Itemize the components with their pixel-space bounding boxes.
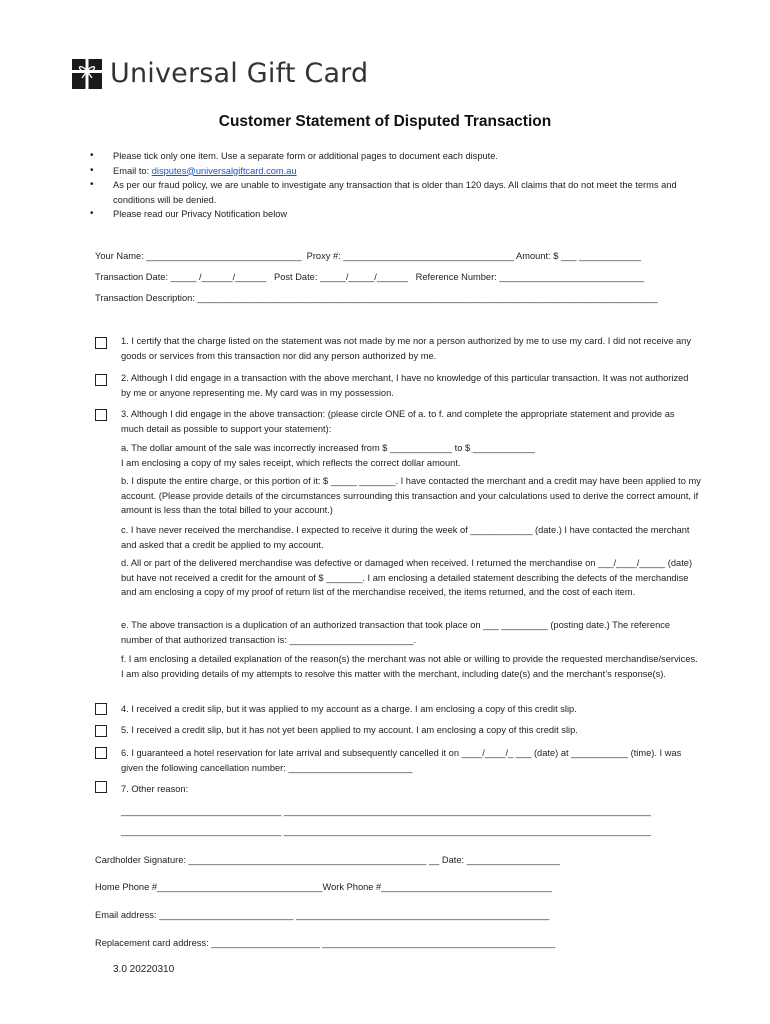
form-version: 3.0 20220310: [113, 964, 175, 975]
item-2-checkbox[interactable]: [95, 374, 107, 386]
gift-box-icon: [72, 59, 102, 89]
item-4-checkbox[interactable]: [95, 703, 107, 715]
sub-item-d: d. All or part of the delivered merchandise was defective or damaged when received. I returned the merchandise on ___/____/_____ (date) but have not received a credit for the amount of $ _______. I am enclosing a detailed statement describing the defects of the merchandise and am enclosing a copy of my proof of return list of the merchandise received, the items returned, and the cost of each item.: [121, 558, 693, 598]
dates-reference-row[interactable]: Transaction Date: _____ /______/______ Post Date: _____/_____/______ Reference Number: ____________________________: [95, 272, 645, 282]
item-3-text: 3. Although I did engage in the above transaction: (please circle ONE of a. to f. and complete the appropriate statement and provide as much detail as possible to support your statement):: [121, 409, 675, 434]
item-2-text: 2. Although I did engage in a transaction with the above merchant, I have no knowledge of this particular transaction. It was not authorized by me or anyone representing me. My card was in my possession.: [121, 373, 689, 398]
sub-item-c: c. I have never received the merchandise. I expected to receive it during the week of ____________ (date.) I have contacted the merchant and asked that a credit be applied to my account.: [121, 525, 690, 550]
email-address-row[interactable]: Email address: __________________________ _________________________________________________: [95, 910, 550, 920]
instruction-item: • Email to: disputes@universalgiftcard.com.au: [94, 164, 684, 179]
instructions-list: [94, 149, 684, 222]
item-1-checkbox[interactable]: [95, 337, 107, 349]
page-title: Customer Statement of Disputed Transaction: [218, 113, 552, 130]
item-7-text: 7. Other reason:: [121, 784, 189, 794]
item-6-text: 6. I guaranteed a hotel reservation for late arrival and subsequently cancelled it on ____/____/_ ___ (date) at ___________ (time). I was given the following cancellation number: ________________________: [121, 748, 682, 773]
instruction-item: • As per our fraud policy, we are unable to investigate any transaction that is older than 120 days. All claims that do not meet the terms and conditions will be denied.: [94, 178, 684, 207]
replacement-card-address-row[interactable]: Replacement card address: _____________________ _____________________________________________: [95, 938, 556, 948]
cardholder-signature-row[interactable]: Cardholder Signature: ______________________________________________ __ Date: __________________: [95, 855, 560, 865]
instruction-item: • Please read our Privacy Notification below: [94, 207, 684, 222]
item-5-checkbox[interactable]: [95, 725, 107, 737]
item-6-checkbox[interactable]: [95, 747, 107, 759]
item-4-text: 4. I received a credit slip, but it was applied to my account as a charge. I am enclosing a copy of this credit slip.: [121, 704, 577, 714]
instruction-item: • Please tick only one item. Use a separate form or additional pages to document each dispute.: [94, 149, 684, 164]
transaction-description-row[interactable]: Transaction Description: _________________________________________________________________________________________: [95, 293, 658, 303]
brand-name: Universal Gift Card: [110, 58, 369, 89]
item-7-checkbox[interactable]: [95, 781, 107, 793]
item-5-text: 5. I received a credit slip, but it has not yet been applied to my account. I am enclosing a copy of this credit slip.: [121, 725, 578, 735]
email-link[interactable]: disputes@universalgiftcard.com.au: [151, 165, 297, 176]
sub-item-f: f. I am enclosing a detailed explanation of the reason(s) the merchant was not able or willing to provide the requested merchandise/services. I am also providing details of my attempts to resolve this matter with the merchant, including date(s) and the merchant’s response(s).: [121, 654, 698, 679]
other-reason-line-2[interactable]: _______________________________ _______________________________________________________________________: [121, 826, 651, 836]
sub-item-a: a. The dollar amount of the sale was incorrectly increased from $ ____________ to $ ____________ I am enclosing a copy of my sales receipt, which reflects the correct dollar amount.: [121, 443, 535, 468]
brand-logo: [72, 58, 368, 89]
phone-row[interactable]: Home Phone #________________________________Work Phone #_________________________________: [95, 882, 552, 892]
name-proxy-amount-row[interactable]: Your Name: ______________________________ Proxy #: _________________________________ Amount: $ ___ ____________: [95, 251, 642, 261]
sub-item-b: b. I dispute the entire charge, or this portion of it: $ _____ _______. I have contacted the merchant and a credit may have been applied to my account. (Please provide details of the circumstances surrounding this transaction and your calculations used to derive the correct amount, if amount is less than the total billed to your account.): [121, 476, 701, 516]
item-1-text: 1. I certify that the charge listed on the statement was not made by me nor a person authorized by me to use my card. I did not receive any goods or services from this transaction nor did any person authorized by me.: [121, 336, 691, 361]
item-3-checkbox[interactable]: [95, 409, 107, 421]
other-reason-line-1[interactable]: _______________________________ _______________________________________________________________________: [121, 806, 651, 816]
sub-item-e: e. The above transaction is a duplication of an authorized transaction that took place on ___ _________ (posting date.) The reference number of that authorized transaction is: ________________________.: [121, 620, 671, 645]
